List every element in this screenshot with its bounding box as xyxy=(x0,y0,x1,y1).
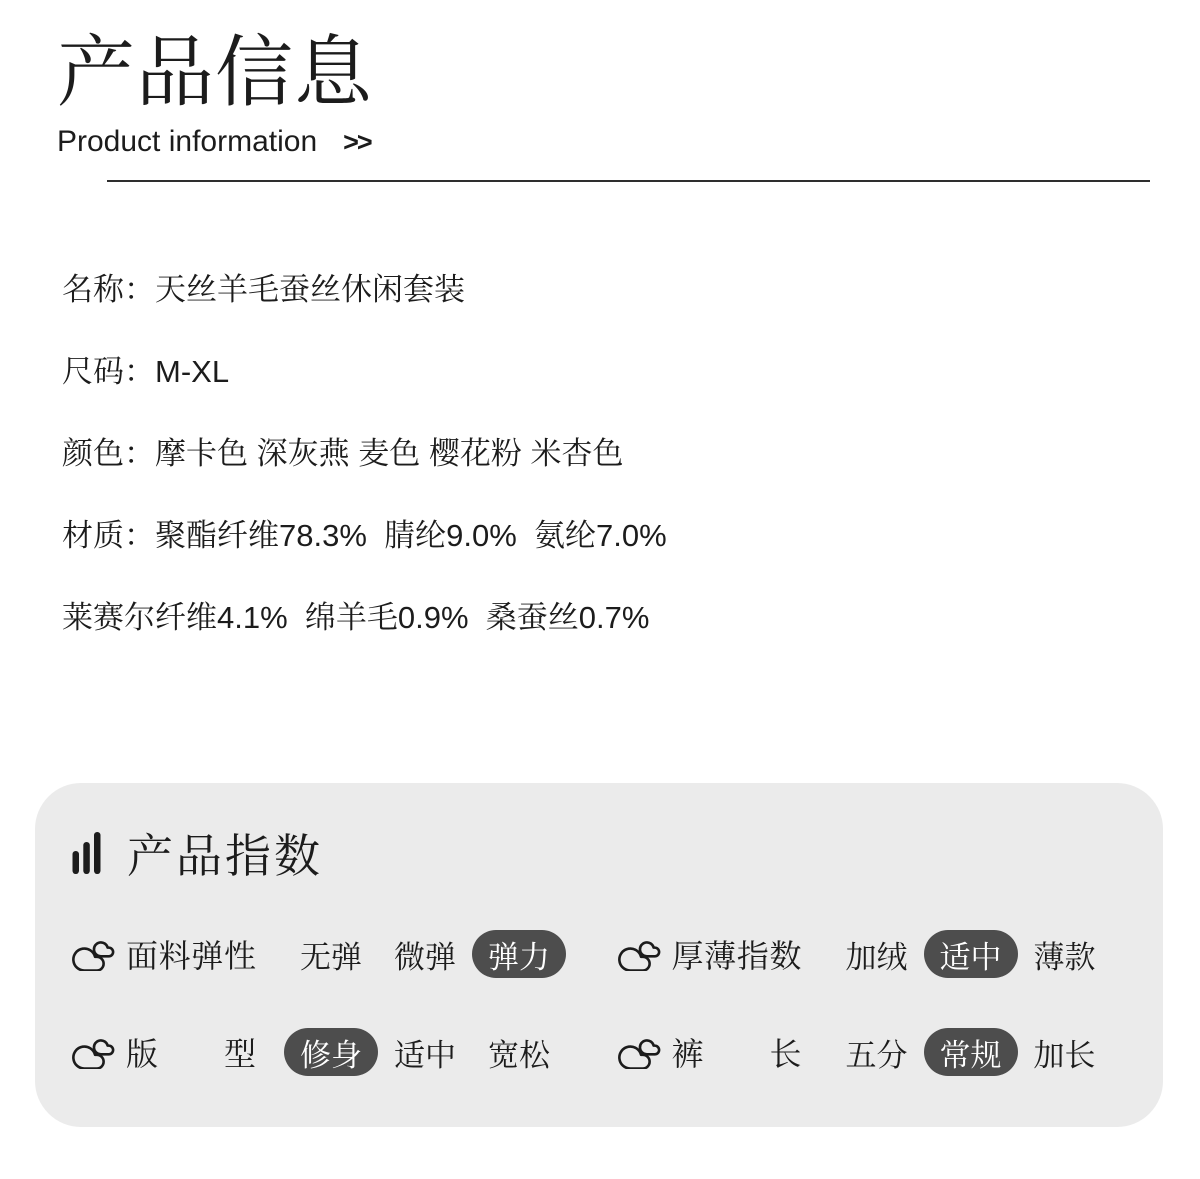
product-details xyxy=(0,182,1200,633)
indicator-label: 面 料 弹 性 xyxy=(126,938,256,974)
indicator-option: 五分 xyxy=(845,1037,908,1073)
indicator-options xyxy=(284,1028,566,1076)
detail-line xyxy=(62,520,1200,551)
indicator-group-pants-length xyxy=(618,1028,1164,1076)
subtitle-row xyxy=(57,124,1200,160)
detail-line xyxy=(62,438,1200,469)
indicator-row xyxy=(72,1027,1163,1077)
indicator-option: 加绒 xyxy=(845,939,908,975)
indicator-group-thickness xyxy=(618,930,1164,978)
indicator-option: 修身 xyxy=(284,1028,378,1076)
bar-chart-icon xyxy=(72,832,101,874)
detail-label: 颜色： xyxy=(62,436,155,471)
indicator-option: 微弹 xyxy=(394,939,456,975)
indicator-label: 厚 薄 指 数 xyxy=(671,938,802,974)
indicator-option: 适中 xyxy=(924,930,1018,978)
indicator-option: 弹力 xyxy=(472,930,566,978)
indicator-label: 裤 长 xyxy=(671,1036,802,1072)
indicator-group-fabric-elasticity xyxy=(72,930,618,978)
double-chevron-right-icon: >> xyxy=(343,126,371,157)
indicator-label: 版 型 xyxy=(126,1036,256,1072)
detail-line xyxy=(62,274,1200,305)
indicator-option: 宽松 xyxy=(488,1037,550,1073)
page-subtitle: Product information xyxy=(57,125,318,158)
detail-value: 摩卡色 深灰燕 麦色 樱花粉 米杏色 xyxy=(155,436,624,471)
card-title: 产品指数 xyxy=(127,830,323,882)
detail-line xyxy=(62,356,1200,387)
indicator-options xyxy=(830,930,1112,978)
header xyxy=(0,0,1200,182)
indicator-options xyxy=(284,930,566,978)
cloud-icon xyxy=(72,1036,116,1069)
indicator-option: 加长 xyxy=(1033,1037,1096,1073)
indicator-option: 适中 xyxy=(394,1037,456,1073)
indicator-options xyxy=(830,1028,1112,1076)
detail-label: 尺码： xyxy=(62,354,155,389)
cloud-icon xyxy=(618,1036,662,1069)
indicator-row xyxy=(72,929,1163,979)
indicator-option: 薄款 xyxy=(1033,939,1096,975)
cloud-icon xyxy=(618,938,662,971)
indicator-option: 无弹 xyxy=(300,939,362,975)
detail-label: 材质： xyxy=(62,518,155,553)
indicator-group-fit xyxy=(72,1028,618,1076)
product-index-card xyxy=(35,783,1163,1127)
cloud-icon xyxy=(72,938,116,971)
detail-value: 聚酯纤维78.3% 腈纶9.0% 氨纶7.0% xyxy=(155,518,667,553)
detail-value: 莱赛尔纤维4.1% 绵羊毛0.9% 桑蚕丝0.7% xyxy=(62,600,650,635)
detail-value: M-XL xyxy=(155,354,230,389)
card-header xyxy=(72,827,1163,882)
detail-label: 名称： xyxy=(62,272,155,307)
detail-line xyxy=(62,602,1200,633)
detail-value: 天丝羊毛蚕丝休闲套装 xyxy=(155,272,465,307)
indicator-option: 常规 xyxy=(924,1028,1018,1076)
page-title: 产品信息 xyxy=(57,28,374,116)
